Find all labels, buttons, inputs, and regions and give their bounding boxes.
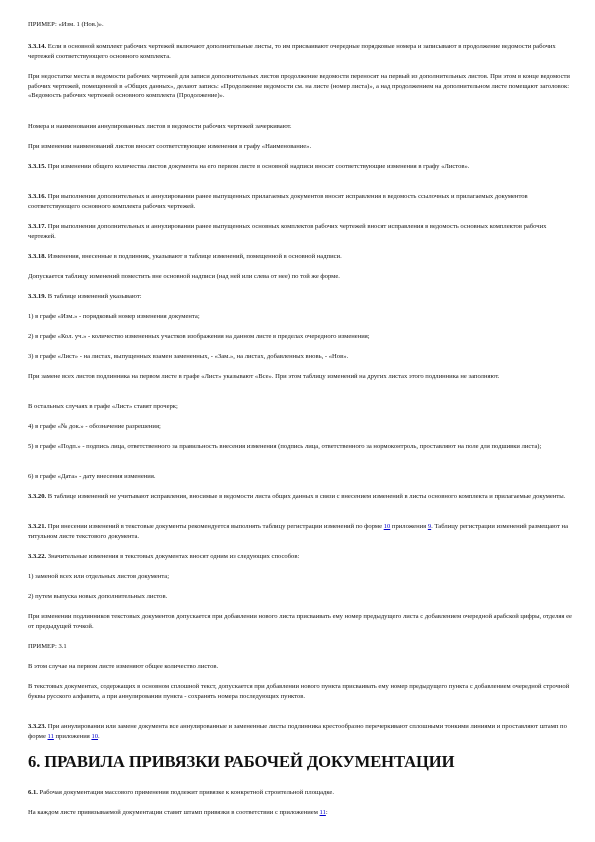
paragraph-text: При изменении общего количества листов документа на его первом листе в основной надписи вносят соответствующие изменения в графу «Листов». <box>46 163 470 170</box>
appendix-link[interactable]: 9 <box>427 523 432 530</box>
section-heading: 6. ПРАВИЛА ПРИВЯЗКИ РАБОЧЕЙ ДОКУМЕНТАЦИИ <box>28 752 455 771</box>
clause-number: 3.3.21. <box>28 523 47 530</box>
paragraph-p03 <box>28 72 573 101</box>
paragraph-text: В остальных случаях в графе «Лист» ставят прочерк; <box>28 403 178 410</box>
paragraph-text: В таблице изменений указывают: <box>46 293 142 300</box>
paragraph-p01 <box>28 20 573 30</box>
paragraph-p23 <box>28 572 573 582</box>
paragraph-p25 <box>28 612 573 631</box>
paragraph-p13 <box>28 332 573 342</box>
paragraph-p09 <box>28 252 573 262</box>
paragraph-text: При изменении подлинников текстовых документов допускается при добавлении нового листа присваивать ему номер предыдущего листа с добавлением очередной арабской цифры, отделяя ее от предыдущей точкой. <box>28 613 572 630</box>
paragraph-text: . <box>98 732 100 740</box>
paragraph-text: 6) в графе «Дата» - дату внесения изменения. <box>28 473 156 480</box>
paragraph-text: При выполнении дополнительных и аннулировании ранее выпущенных прилагаемых документов вносят исправления в ведомость ссылочных и прилагаемых документов соответствующего основного комплекта рабочих чертежей. <box>28 193 528 210</box>
paragraph-text: 1) заменой всех или отдельных листов документа; <box>28 573 170 580</box>
paragraph-p27 <box>28 662 573 672</box>
paragraph-text: 5) в графе «Подп.» - подпись лица, ответственного за правильность внесения изменения (подпись лица, ответственного за нормоконтроль, проставляют на поле для подшивки листа); <box>28 443 542 450</box>
paragraph-p06 <box>28 162 573 172</box>
paragraph-text: При изменении наименований листов вносят соответствующие изменения в графу «Наименование». <box>28 143 312 150</box>
appendix-link[interactable]: 11 <box>319 809 326 816</box>
paragraph-p05 <box>28 142 573 152</box>
paragraph-text: Номера и наименования аннулированных листов в ведомости рабочих чертежей зачеркивают. <box>28 123 292 130</box>
paragraph-text: Значительные изменения в текстовых документах вносят одним из следующих способов: <box>46 553 300 560</box>
paragraph-text: В таблице изменений не учитывают исправления, вносимые в ведомости листа общих данных в связи с внесением изменений в листы основного комплекта и прилагаемые документы. <box>46 493 566 500</box>
appendix-link[interactable]: 11 <box>47 732 54 740</box>
paragraph-p28 <box>28 682 573 701</box>
paragraph-p30 <box>28 788 573 798</box>
paragraph-text: Допускается таблицу изменений поместить вне основной надписи (над ней или слева от нее) по той же форме. <box>28 273 340 280</box>
paragraph-text: В этом случае на первом листе изменяют общее количество листов. <box>28 663 219 670</box>
paragraph-text: 3) в графе «Лист» - на листах, выпущенных взамен замененных, - «Зам.», на листах, добавленных вновь, - «Нов». <box>28 353 349 360</box>
paragraph-p21 <box>28 522 573 541</box>
paragraph-p11 <box>28 292 573 302</box>
paragraph-p02 <box>28 42 573 61</box>
paragraph-p22 <box>28 552 573 562</box>
clause-number: 3.3.20. <box>28 493 47 500</box>
paragraph-p08 <box>28 222 573 241</box>
appendix-link[interactable]: 10 <box>383 523 391 530</box>
clause-number: 3.3.22. <box>28 553 47 560</box>
clause-number: 3.3.19. <box>28 293 47 300</box>
paragraph-text: приложения <box>53 732 92 740</box>
paragraph-p24 <box>28 592 573 602</box>
paragraph-text: При внесении изменений в текстовые документы рекомендуется выполнять таблицу регистрации изменений по форме <box>46 523 384 530</box>
paragraph-p07 <box>28 192 573 211</box>
paragraph-p31 <box>28 808 573 818</box>
paragraph-text: При недостатке места в ведомости рабочих чертежей для записи дополнительных листов продолжение ведомости переносят на первый из дополнительных листов. При этом в конце ведомости рабочих чертежей, помещенной в «Общих данных», делают запись: «Продолжение ведомости см. на листе (номер листа)», а над продолжением на дополнительном листе помещают заголовок: «Ведомость рабочих чертежей основного комплекта (Продолжение)». <box>28 73 570 100</box>
paragraph-text: Рабочая документация массового применения подлежит привязке к конкретной строительной площадке. <box>37 789 334 796</box>
paragraph-text: . Таблицу регистрации изменений размещают на титульном листе текстового документа. <box>28 523 569 540</box>
paragraph-p16 <box>28 402 573 412</box>
paragraph-text: При замене всех листов подлинника на первом листе в графе «Лист» указывают «Все». При этом таблицу изменений на других листах этого подлинника не заполняют. <box>28 373 500 380</box>
appendix-link[interactable]: 10 <box>91 732 99 740</box>
paragraph-text: Если в основной комплект рабочих чертежей включают дополнительные листы, то им присваивают очередные порядковые номера и записывают в продолжение ведомости рабочих чертежей соответствующего основного комплекта. <box>28 43 556 60</box>
paragraph-text: 4) в графе «№ док.» - обозначение разрешения; <box>28 423 161 430</box>
paragraph-text: Изменения, внесенные в подлинник, указывают в таблице изменений, помещенной в основной надписи. <box>46 253 342 260</box>
paragraph-text: В текстовых документах, содержащих в основном сплошной текст, допускается при добавлении нового пункта присваивать ему номер предыдущего пункта с добавлением очередной строчной буквы русского алфавита, а при аннулировании пункта - сохранять номера последующих пунктов. <box>28 683 570 700</box>
paragraph-p04 <box>28 122 573 132</box>
paragraph-p20 <box>28 492 573 502</box>
paragraph-p18 <box>28 442 573 452</box>
paragraph-p15 <box>28 372 573 382</box>
paragraph-text: : <box>325 809 328 816</box>
paragraph-text: При аннулировании или замене документа все аннулированные и замененные листы подлинника крестообразно перечеркивают сплошными тонкими линиями и проставляют штамп по форме <box>28 723 567 740</box>
paragraph-text: 2) путем выпуска новых дополнительных листов. <box>28 593 168 600</box>
clause-number: 3.3.17. <box>28 223 47 230</box>
paragraph-text: На каждом листе привязываемой документации ставят штамп привязки в соответствии с приложением <box>28 809 320 816</box>
clause-number: 3.3.15. <box>28 163 47 170</box>
paragraph-p29 <box>28 722 573 741</box>
paragraph-text: 2) в графе «Кол. уч.» - количество измененных участков изображения на данном листе в пределах очередного изменения; <box>28 333 370 340</box>
paragraph-text: приложения <box>390 523 428 530</box>
paragraph-p14 <box>28 352 573 362</box>
clause-number: 3.3.18. <box>28 253 47 260</box>
paragraph-p26 <box>28 642 573 652</box>
paragraph-text: При выполнении дополнительных и аннулировании ранее выпущенных основных комплектов рабочих чертежей вносят исправления в ведомость основных комплектов рабочих чертежей. <box>28 223 547 240</box>
clause-number: 3.3.16. <box>28 193 47 200</box>
clause-number: 3.3.14. <box>28 43 47 50</box>
paragraph-text: ПРИМЕР: «Изм. 1 (Нов.)». <box>28 21 104 28</box>
paragraph-text: 1) в графе «Изм.» - порядковый номер изменения документа; <box>28 313 200 320</box>
paragraph-p10 <box>28 272 573 282</box>
paragraph-text: ПРИМЕР: 3.1 <box>28 643 67 650</box>
paragraph-p12 <box>28 312 573 322</box>
paragraph-p17 <box>28 422 573 432</box>
paragraph-p19 <box>28 472 573 482</box>
clause-number: 3.3.23. <box>28 723 47 730</box>
clause-number: 6.1. <box>28 789 38 796</box>
